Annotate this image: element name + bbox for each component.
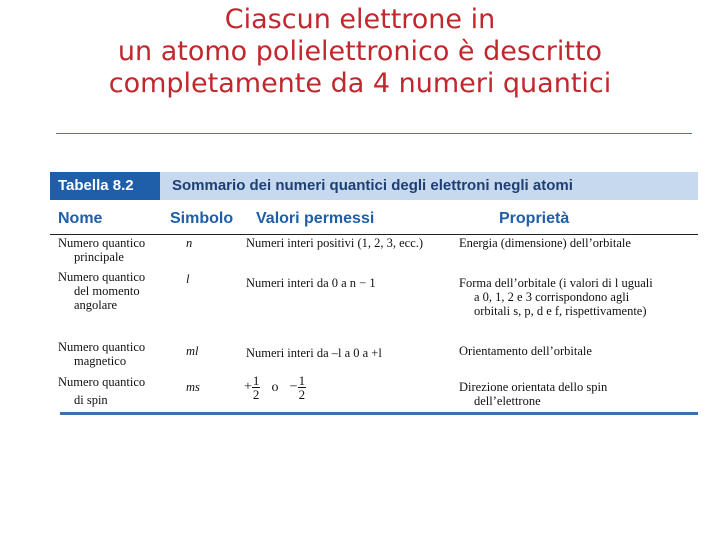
row-4-nome-line-1: Numero quantico: [58, 375, 146, 389]
row-3-nome-line-1: Numero quantico: [58, 340, 146, 354]
row-3-nome-line-2: magnetico: [74, 354, 127, 368]
row-2-nome-line-1: Numero quantico: [58, 270, 146, 284]
row-2-proprieta-line-1: Forma dell’orbitale (i valori di l uguali: [459, 276, 653, 290]
fraction-numerator: 1: [252, 373, 260, 388]
table-header-bar: [50, 172, 698, 200]
fraction-one-half: [252, 374, 261, 401]
table-bottom-rule: [60, 412, 698, 415]
title-line-1: Ciascun elettrone in: [224, 4, 496, 35]
row-3-simbolo: ml: [186, 344, 199, 358]
header-rule: [50, 234, 698, 235]
row-1-proprieta: Energia (dimensione) dell’orbitale: [459, 236, 631, 250]
fraction-one-half: [298, 374, 307, 401]
row-2-valori: Numeri interi da 0 a n − 1: [246, 276, 376, 290]
fraction-denominator: 2: [298, 387, 306, 402]
plus-sign: +: [244, 379, 252, 395]
row-3-valori: Numeri interi da –l a 0 a +l: [246, 346, 382, 360]
quantum-numbers-table: [50, 172, 698, 416]
row-4-proprieta-line-2: dell’elettrone: [474, 394, 541, 408]
row-4-proprieta-line-1: Direzione orientata dello spin: [459, 380, 608, 394]
row-1-simbolo: n: [186, 236, 193, 250]
row-4-valori: [244, 374, 306, 401]
column-header-nome: Nome: [58, 210, 103, 227]
title-line-3: completamente da 4 numeri quantici: [108, 68, 612, 99]
fraction-denominator: 2: [252, 387, 260, 402]
column-header-proprieta: Proprietà: [499, 210, 570, 227]
or-word: o: [271, 379, 279, 395]
row-2-nome-line-2: del momento: [74, 284, 140, 298]
table-tag: Tabella 8.2: [50, 172, 160, 200]
table-caption: Sommario dei numeri quantici degli elettroni negli atomi: [172, 177, 573, 194]
column-header-valori: Valori permessi: [256, 210, 375, 227]
column-header-simbolo: Simbolo: [170, 210, 234, 227]
row-1-nome-line-1: Numero quantico: [58, 236, 146, 250]
fraction-numerator: 1: [298, 373, 306, 388]
row-2-nome-line-3: angolare: [74, 298, 118, 312]
row-2-proprieta-line-2: a 0, 1, 2 e 3 corrispondono agli: [474, 290, 630, 304]
slide-title: [30, 4, 690, 100]
title-divider: [56, 133, 692, 134]
title-line-2: un atomo polielettronico è descritto: [117, 36, 603, 67]
row-3-proprieta: Orientamento dell’orbitale: [459, 344, 592, 358]
row-1-valori: Numeri interi positivi (1, 2, 3, ecc.): [246, 236, 424, 250]
row-4-simbolo: ms: [186, 380, 200, 394]
row-2-proprieta-line-3: orbitali s, p, d e f, rispettivamente): [474, 304, 647, 318]
minus-sign: −: [289, 379, 298, 395]
row-2-simbolo: l: [186, 272, 190, 286]
row-4-nome-line-2: di spin: [74, 393, 108, 407]
row-1-nome-line-2: principale: [74, 250, 124, 264]
